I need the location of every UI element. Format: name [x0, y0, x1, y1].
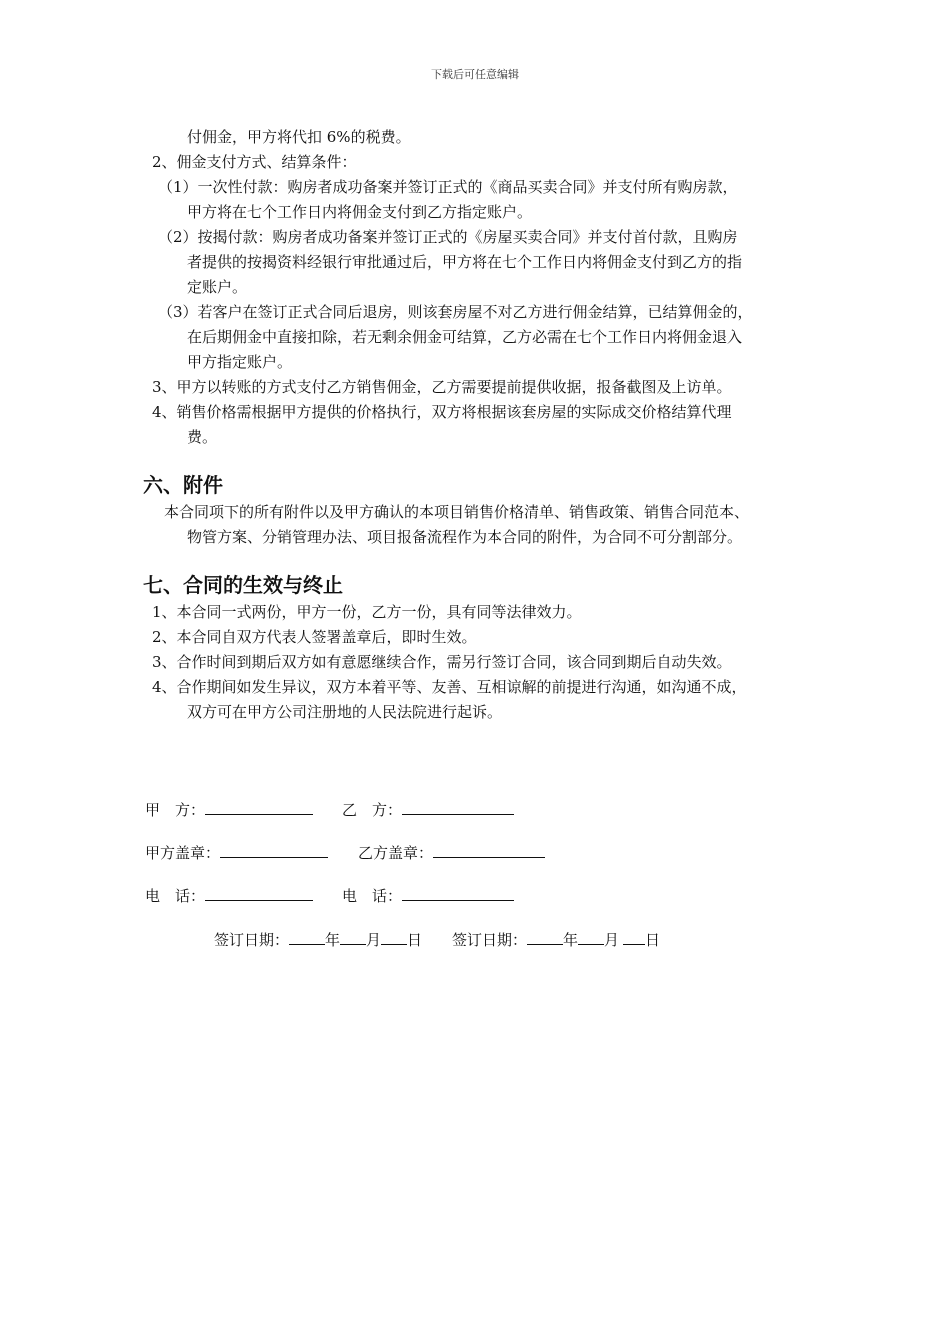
paragraph-line: 者提供的按揭资料经银行审批通过后，甲方将在七个工作日内将佣金支付到乙方的指 — [187, 253, 743, 271]
page-header: 下载后可任意编辑 — [431, 68, 519, 81]
party-a-signature — [145, 800, 313, 820]
seal-b-label: 乙方盖章： — [358, 844, 434, 862]
year-a-label: 年 — [325, 931, 341, 949]
seal-b-signature — [358, 843, 545, 863]
phone-a-blank[interactable] — [205, 886, 313, 901]
paragraph-line: （3）若客户在签订正式合同后退房，则该套房屋不对乙方进行佣金结算，已结算佣金的， — [158, 303, 753, 321]
paragraph-line: 3、合作时间到期后双方如有意愿继续合作，需另行签订合同，该合同到期后自动失效。 — [152, 653, 732, 671]
sign-date-b-label: 签订日期： — [452, 931, 528, 949]
paragraph-line: 1、本合同一式两份，甲方一份，乙方一份，具有同等法律效力。 — [152, 603, 582, 621]
party-a-label: 甲 方： — [145, 801, 206, 819]
month-a-blank[interactable] — [340, 930, 366, 945]
sign-date-b — [452, 930, 660, 950]
month-b-label: 月 — [604, 931, 620, 949]
paragraph-line: 费。 — [187, 428, 218, 446]
seal-b-blank[interactable] — [433, 843, 545, 858]
paragraph-line: 本合同项下的所有附件以及甲方确认的本项目销售价格清单、销售政策、销售合同范本、 — [164, 503, 750, 521]
paragraph-line: 2、本合同自双方代表人签署盖章后，即时生效。 — [152, 628, 477, 646]
phone-b-blank[interactable] — [402, 886, 514, 901]
paragraph-line: 2、佣金支付方式、结算条件： — [152, 153, 357, 171]
day-b-label: 日 — [645, 931, 661, 949]
paragraph-line: 付佣金，甲方将代扣 6%的税费。 — [187, 128, 411, 146]
paragraph-line: （1）一次性付款：购房者成功备案并签订正式的《商品买卖合同》并支付所有购房款， — [158, 178, 738, 196]
seal-a-label: 甲方盖章： — [145, 844, 221, 862]
phone-a-label: 电 话： — [145, 887, 206, 905]
party-b-signature — [342, 800, 514, 820]
section-heading: 六、附件 — [143, 473, 223, 497]
year-b-label: 年 — [563, 931, 579, 949]
paragraph-line: 双方可在甲方公司注册地的人民法院进行起诉。 — [187, 703, 503, 721]
day-b-blank[interactable] — [623, 930, 645, 945]
month-a-label: 月 — [366, 931, 382, 949]
paragraph-line: 3、甲方以转账的方式支付乙方销售佣金，乙方需要提前提供收据，报备截图及上访单。 — [152, 378, 732, 396]
party-b-blank[interactable] — [402, 800, 514, 815]
sign-date-a-label: 签订日期： — [214, 931, 290, 949]
party-b-label: 乙 方： — [342, 801, 403, 819]
section-heading: 七、合同的生效与终止 — [143, 573, 343, 597]
month-b-blank[interactable] — [578, 930, 604, 945]
phone-b-label: 电 话： — [342, 887, 403, 905]
paragraph-line: 物管方案、分销管理办法、项目报备流程作为本合同的附件，为合同不可分割部分。 — [187, 528, 743, 546]
phone-b-signature — [342, 886, 514, 906]
phone-a-signature — [145, 886, 313, 906]
paragraph-line: 甲方将在七个工作日内将佣金支付到乙方指定账户。 — [187, 203, 533, 221]
year-b-blank[interactable] — [527, 930, 563, 945]
paragraph-line: 4、销售价格需根据甲方提供的价格执行，双方将根据该套房屋的实际成交价格结算代理 — [152, 403, 732, 421]
paragraph-line: （2）按揭付款：购房者成功备案并签订正式的《房屋买卖合同》并支付首付款，且购房 — [158, 228, 738, 246]
day-a-label: 日 — [407, 931, 423, 949]
seal-a-signature — [145, 843, 328, 863]
day-a-blank[interactable] — [381, 930, 407, 945]
sign-date-a — [214, 930, 422, 950]
paragraph-line: 定账户。 — [187, 278, 248, 296]
paragraph-line: 在后期佣金中直接扣除，若无剩余佣金可结算，乙方必需在七个工作日内将佣金退入 — [187, 328, 743, 346]
party-a-blank[interactable] — [205, 800, 313, 815]
paragraph-line: 4、合作期间如发生异议，双方本着平等、友善、互相谅解的前提进行沟通，如沟通不成， — [152, 678, 747, 696]
seal-a-blank[interactable] — [220, 843, 328, 858]
paragraph-line: 甲方指定账户。 — [187, 353, 293, 371]
year-a-blank[interactable] — [289, 930, 325, 945]
